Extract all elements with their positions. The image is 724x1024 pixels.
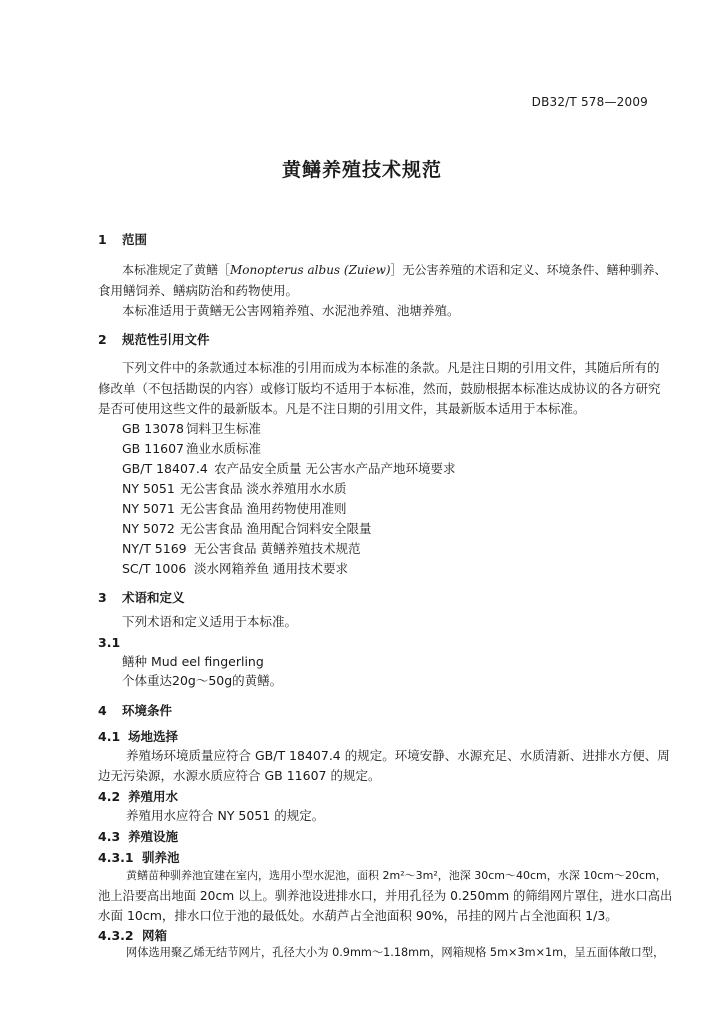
section-title: 环境条件 (122, 703, 173, 718)
section-2-paragraph-line: 下列文件中的条款通过本标准的引用而成为本标准的条款。凡是注日期的引用文件，其随后所有的 (122, 360, 660, 375)
reference-code: NY 5072 (122, 521, 175, 536)
text-run: 本标准规定了黄鳝［ (122, 263, 231, 277)
subsection-number: 4.1 (98, 729, 121, 744)
subsection-number: 4.2 (98, 789, 121, 804)
section-2-paragraph-line: 是否可使用这些文件的最新版本。凡是不注日期的引用文件，其最新版本适用于本标准。 (98, 401, 586, 416)
section-title: 术语和定义 (122, 590, 185, 605)
reference-title: 饲料卫生标准 (186, 421, 262, 436)
subsection-title: 驯养池 (142, 850, 180, 865)
subsection-title: 场地选择 (128, 729, 179, 744)
section-4-heading (98, 703, 172, 719)
section-number: 3 (98, 590, 107, 605)
subsection-number: 4.3.2 (98, 928, 134, 943)
reference-title: 渔业水质标准 (186, 441, 262, 456)
subsection-title: 养殖设施 (128, 829, 179, 844)
document-title: 黄鳝养殖技术规范 (281, 159, 442, 181)
reference-title: 无公害食品 渔用配合饲料安全限量 (180, 521, 372, 536)
section-title: 规范性引用文件 (122, 332, 210, 347)
reference-code: SC/T 1006 (122, 561, 187, 576)
subsection-4-2-heading (98, 789, 178, 805)
section-1-paragraph-1-cont: 食用鳝饲养、鳝病防治和药物使用。 (98, 283, 299, 298)
subsection-title: 养殖用水 (128, 789, 179, 804)
section-title: 范围 (122, 232, 148, 247)
reference-title: 无公害食品 渔用药物使用准则 (180, 501, 347, 516)
reference-code: NY 5071 (122, 501, 175, 516)
reference-title: 农产品安全质量 无公害水产品产地环境要求 (214, 461, 456, 476)
text-run: ］无公害养殖的术语和定义、环境条件、鳝种驯养、 (390, 263, 667, 277)
section-number: 2 (98, 332, 107, 347)
subsection-4-3-1-heading (98, 850, 180, 866)
section-1-heading (98, 232, 147, 248)
subsection-4-3-2-paragraph: 网体选用聚乙烯无结节网片，孔径大小为 0.9mm～1.18mm，网箱规格 5m×3m×1m，呈五面体敞口型， (126, 946, 665, 959)
reference-code: GB 11607 (122, 441, 184, 456)
subsection-number: 4.3 (98, 829, 121, 844)
subsection-4-3-heading (98, 829, 178, 845)
reference-code: NY 5051 (122, 481, 175, 496)
reference-item (122, 541, 360, 557)
subsection-4-3-1-paragraph-cont: 池上沿要高出地面 20cm 以上。驯养池设进排水口，并用孔径为 0.250mm 的筛绢网片罩住，进水口高出 (98, 889, 673, 903)
section-number: 1 (98, 232, 107, 247)
term-number: 3.1 (98, 635, 121, 650)
reference-item (122, 441, 261, 457)
subsection-4-1-heading (98, 729, 178, 745)
section-3-heading (98, 590, 185, 606)
subsection-4-3-2-heading (98, 928, 167, 944)
section-number: 4 (98, 703, 107, 718)
term-name: 鳝种 Mud eel fingerling (122, 654, 264, 669)
section-2-paragraph-line: 修改单（不包括勘误的内容）或修订版均不适用于本标准，然而，鼓励根据本标准达成协议的各方研究 (98, 381, 661, 396)
subsection-4-3-1-paragraph: 黄鳝苗种驯养池宜建在室内，选用小型水泥池，面积 2m²～3m²，池深 30cm～40cm，水深 10cm～20cm， (126, 869, 667, 882)
subsection-4-1-paragraph-cont: 边无污染源，水源水质应符合 GB 11607 的规定。 (98, 768, 381, 783)
subsection-title: 网箱 (142, 928, 168, 943)
section-2-heading (98, 332, 210, 348)
standard-code: DB32/T 578—2009 (531, 95, 648, 109)
section-1-paragraph-2: 本标准适用于黄鳝无公害网箱养殖、水泥池养殖、池塘养殖。 (122, 303, 460, 318)
subsection-4-1-paragraph: 养殖场环境质量应符合 GB/T 18407.4 的规定。环境安静、水源充足、水质清新、进排水方便、周 (126, 748, 670, 763)
reference-title: 淡水网箱养鱼 通用技术要求 (194, 561, 348, 576)
subsection-4-3-1-paragraph-cont: 水面 10cm，排水口位于池的最低处。水葫芦占全池面积 90%，吊挂的网片占全池面积 1/3。 (98, 908, 618, 923)
section-1-paragraph-1 (122, 262, 667, 278)
reference-item (122, 421, 261, 437)
subsection-4-2-paragraph: 养殖用水应符合 NY 5051 的规定。 (126, 808, 325, 823)
reference-item (122, 521, 371, 537)
subsection-number: 4.3.1 (98, 850, 134, 865)
reference-code: GB 13078 (122, 421, 184, 436)
reference-item (122, 481, 346, 497)
scientific-name: Monopterus albus (Zuiew) (230, 263, 391, 277)
reference-item (122, 561, 348, 577)
reference-item (122, 461, 455, 477)
reference-code: NY/T 5169 (122, 541, 187, 556)
section-3-intro: 下列术语和定义适用于本标准。 (122, 614, 298, 629)
reference-item (122, 501, 346, 517)
reference-title: 无公害食品 淡水养殖用水水质 (180, 481, 347, 496)
reference-code: GB/T 18407.4 (122, 461, 208, 476)
reference-title: 无公害食品 黄鳝养殖技术规范 (194, 541, 361, 556)
term-definition: 个体重达20g～50g的黄鳝。 (122, 673, 283, 688)
